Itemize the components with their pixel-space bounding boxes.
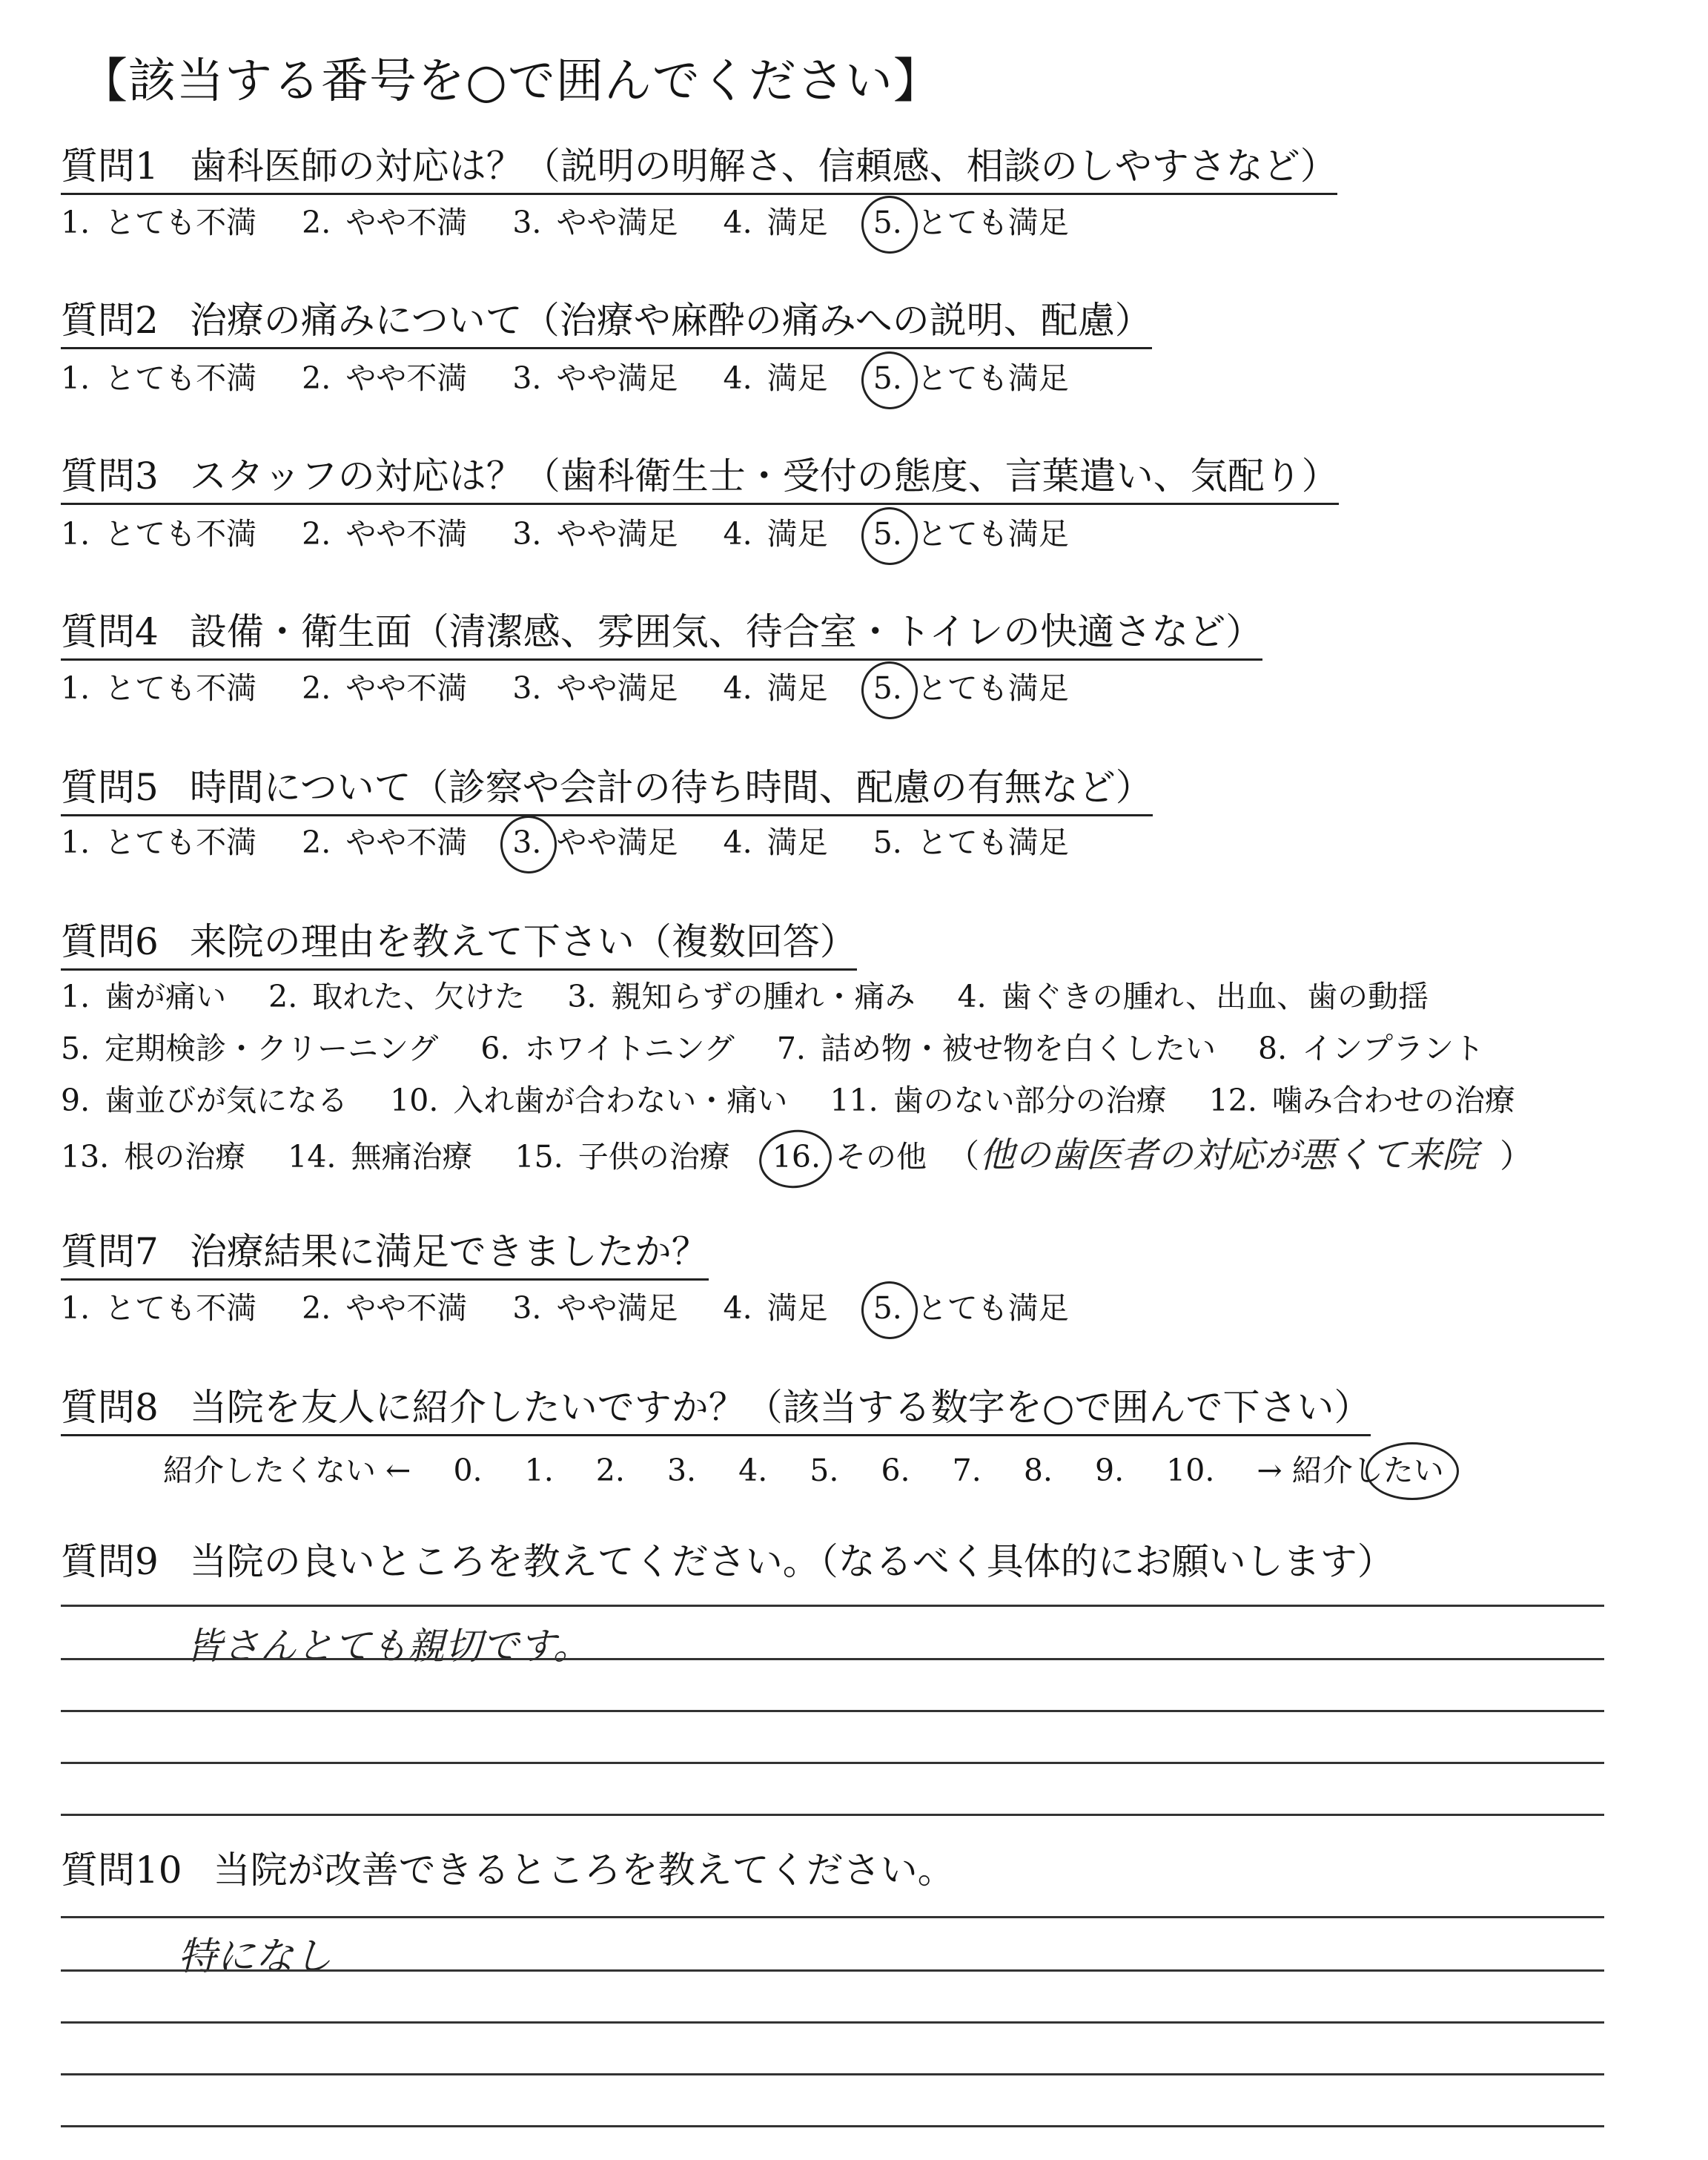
q4-option-3[interactable]: 3. やや満足 (512, 670, 678, 706)
answer-line (61, 1605, 1604, 1607)
question-10-title: 質問10 当院が改善できるところを教えてください。 (61, 1849, 955, 1892)
q6-option-5[interactable]: 5. 定期検診・クリーニング (61, 1031, 439, 1066)
q6-option-4[interactable]: 4. 歯ぐきの腫れ、出血、歯の動揺 (957, 979, 1429, 1014)
q8-scale-1[interactable]: 1. (524, 1453, 554, 1488)
q8-left-label: 紹介したくない ← (163, 1453, 411, 1488)
q6-option-13[interactable]: 13. 根の治療 (61, 1139, 246, 1175)
q7-option-4[interactable]: 4. 満足 (723, 1290, 828, 1326)
q5-option-2[interactable]: 2. やや不満 (302, 825, 468, 860)
q8-scale-4[interactable]: 4. (738, 1453, 768, 1488)
q6-option-1[interactable]: 1. 歯が痛い (61, 979, 227, 1014)
q8-scale-2[interactable]: 2. (595, 1453, 625, 1488)
question-8-title: 質問8 当院を友人に紹介したいですか？（該当する数字を○で囲んで下さい） (61, 1387, 1371, 1436)
q6-option-10[interactable]: 10. 入れ歯が合わない・痛い (390, 1083, 788, 1118)
answer-line (61, 2073, 1604, 2075)
q7-option-1[interactable]: 1. とても不満 (61, 1290, 257, 1326)
q2-option-4[interactable]: 4. 満足 (723, 360, 828, 396)
question-1-text: 歯科医師の対応は？（説明の明解さ、信頼感、相談のしやすさなど） (189, 145, 1337, 188)
q8-scale-10[interactable]: 10. (1166, 1453, 1215, 1488)
question-6-title: 質問6 来院の理由を教えて下さい（複数回答） (61, 921, 857, 971)
q7-option-5-selected[interactable]: 5. とても満足 (873, 1290, 1069, 1326)
q4-option-1[interactable]: 1. とても不満 (61, 670, 257, 706)
q7-option-3[interactable]: 3. やや満足 (512, 1290, 678, 1326)
question-4-title: 質問4 設備・衛生面（清潔感、雰囲気、待合室・トイレの快適さなど） (61, 611, 1262, 661)
q1-option-3[interactable]: 3. やや満足 (512, 205, 678, 240)
q8-scale-5[interactable]: 5. (810, 1453, 839, 1488)
question-9-text: 当院の良いところを教えてください。（なるべく具体的にお願いします） (189, 1540, 1394, 1583)
q8-scale-7[interactable]: 7. (952, 1453, 982, 1488)
answer-line (61, 1814, 1604, 1816)
q6-option-16-selected[interactable]: 16. その他 (772, 1139, 927, 1175)
q6-option-15[interactable]: 15. 子供の治療 (514, 1139, 730, 1175)
q6-row-1 (61, 979, 1461, 1015)
question-3-text: スタッフの対応は？（歯科衛生士・受付の態度、言葉遣い、気配り） (189, 455, 1339, 498)
question-10-text: 当院が改善できるところを教えてください。 (213, 1849, 955, 1892)
answer-line (61, 2125, 1604, 2127)
question-1-options (61, 205, 1105, 241)
q6-row-4 (61, 1135, 1532, 1178)
question-8-text: 当院を友人に紹介したいですか？（該当する数字を○で囲んで下さい） (189, 1386, 1371, 1429)
answer-line (61, 2021, 1604, 2024)
answer-line (61, 1969, 1604, 1972)
q9-answer[interactable]: 皆さんとても親切です。 (185, 1625, 590, 1668)
q8-scale-3[interactable]: 3. (666, 1453, 697, 1488)
q6-option-12[interactable]: 12. 噛み合わせの治療 (1208, 1083, 1515, 1118)
q5-option-3-selected[interactable]: 3. やや満足 (512, 825, 678, 860)
question-4-options (61, 670, 1105, 707)
question-3-options (61, 516, 1105, 552)
answer-line (61, 1916, 1604, 1918)
q1-option-4[interactable]: 4. 満足 (723, 205, 828, 240)
q8-scale-9[interactable]: 9. (1094, 1453, 1125, 1488)
q6-option-9[interactable]: 9. 歯並びが気になる (61, 1083, 348, 1118)
q6-option-11[interactable]: 11. 歯のない部分の治療 (830, 1083, 1167, 1118)
answer-line (61, 1762, 1604, 1764)
q6-option-2[interactable]: 2. 取れた、欠けた (268, 979, 526, 1014)
question-2-text: 治療の痛みについて（治療や麻酔の痛みへの説明、配慮） (189, 299, 1152, 342)
q1-option-2[interactable]: 2. やや不満 (302, 205, 468, 240)
q6-row-2 (61, 1031, 1517, 1067)
question-3-title: 質問3 スタッフの対応は？（歯科衛生士・受付の態度、言葉遣い、気配り） (61, 455, 1339, 505)
q4-option-4[interactable]: 4. 満足 (723, 670, 828, 706)
question-7-options (61, 1290, 1105, 1327)
q6-row-3 (61, 1083, 1548, 1119)
q3-option-2[interactable]: 2. やや不満 (302, 516, 468, 552)
q8-scale (163, 1446, 1509, 1490)
q3-option-5-selected[interactable]: 5. とても満足 (873, 516, 1069, 552)
question-2-options (61, 360, 1105, 397)
q6-other-note[interactable]: 他の歯医者の対応が悪くて来院 (979, 1135, 1478, 1176)
q8-scale-8[interactable]: 8. (1023, 1453, 1053, 1488)
q4-option-5-selected[interactable]: 5. とても満足 (873, 670, 1069, 706)
q6-option-6[interactable]: 6. ホワイトニング (480, 1031, 735, 1066)
answer-line (61, 1710, 1604, 1712)
q6-other-paren-close: ） (1500, 1137, 1533, 1175)
q8-right-label-selected[interactable]: → 紹介したい (1257, 1453, 1476, 1488)
q6-option-7[interactable]: 7. 詰め物・被せ物を白くしたい (776, 1031, 1216, 1066)
q2-option-5-selected[interactable]: 5. とても満足 (873, 360, 1069, 396)
q6-option-8[interactable]: 8. インプラント (1258, 1031, 1485, 1066)
question-5-options (61, 825, 1105, 861)
question-5-title: 質問5 時間について（診察や会計の待ち時間、配慮の有無など） (61, 767, 1153, 816)
q2-option-3[interactable]: 3. やや満足 (512, 360, 678, 396)
q6-option-3[interactable]: 3. 親知らずの腫れ・痛み (567, 979, 916, 1014)
question-1-number: 質問1 (61, 145, 159, 188)
question-5-text: 時間について（診察や会計の待ち時間、配慮の有無など） (189, 766, 1153, 809)
q5-option-4[interactable]: 4. 満足 (723, 825, 828, 860)
q10-answer[interactable]: 特になし (178, 1935, 333, 1979)
q5-option-1[interactable]: 1. とても不満 (61, 825, 257, 860)
answer-line (61, 1658, 1604, 1660)
q3-option-1[interactable]: 1. とても不満 (61, 516, 257, 552)
q1-option-1[interactable]: 1. とても不満 (61, 205, 257, 240)
selection-circle-icon (1366, 1442, 1459, 1500)
instruction-header: 【該当する番号を○で囲んでください】 (80, 54, 941, 109)
question-7-text: 治療結果に満足できましたか？ (189, 1230, 709, 1273)
q3-option-4[interactable]: 4. 満足 (723, 516, 828, 552)
q2-option-1[interactable]: 1. とても不満 (61, 360, 257, 396)
q1-option-5-selected[interactable]: 5. とても満足 (873, 205, 1069, 240)
question-4-text: 設備・衛生面（清潔感、雰囲気、待合室・トイレの快適さなど） (189, 610, 1263, 653)
q8-scale-0[interactable]: 0. (453, 1453, 483, 1488)
q3-option-3[interactable]: 3. やや満足 (512, 516, 678, 552)
q8-scale-6[interactable]: 6. (881, 1453, 910, 1488)
question-6-text: 来院の理由を教えて下さい（複数回答） (189, 920, 857, 963)
q6-other-paren-open: （ (947, 1137, 980, 1175)
question-7-title: 質問7 治療結果に満足できましたか？ (61, 1231, 709, 1281)
question-9-title: 質問9 当院の良いところを教えてください。（なるべく具体的にお願いします） (61, 1540, 1394, 1583)
q2-option-2[interactable]: 2. やや不満 (302, 360, 468, 396)
question-2-title: 質問2 治療の痛みについて（治療や麻酔の痛みへの説明、配慮） (61, 300, 1152, 349)
q5-option-5[interactable]: 5. とても満足 (873, 825, 1069, 860)
question-1-title (61, 145, 1337, 195)
q7-option-2[interactable]: 2. やや不満 (302, 1290, 468, 1326)
q6-option-14[interactable]: 14. 無痛治療 (288, 1139, 473, 1175)
q4-option-2[interactable]: 2. やや不満 (302, 670, 468, 706)
